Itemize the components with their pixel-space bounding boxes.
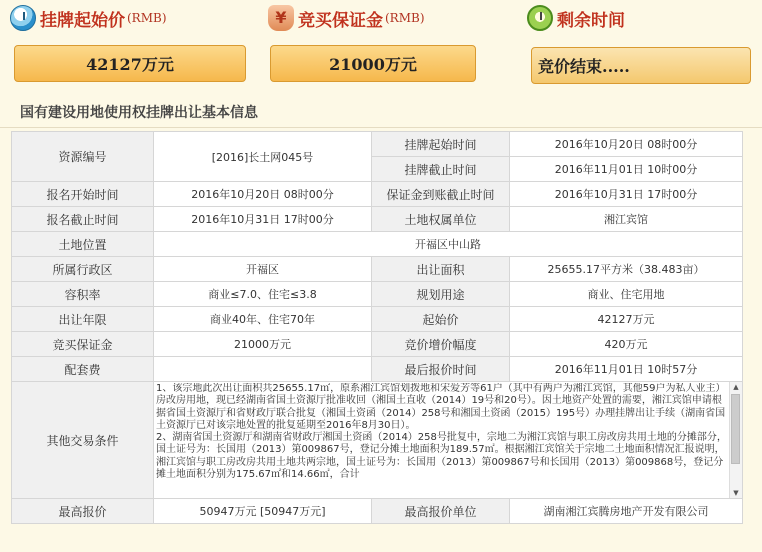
deposit-deadline-label: 保证金到账截止时间 — [372, 182, 510, 207]
scroll-thumb[interactable] — [731, 394, 740, 464]
summary-bar — [0, 0, 762, 95]
table-row — [12, 307, 743, 332]
far-value: 商业≤7.0、住宅≤3.8 — [154, 282, 372, 307]
section-title: 国有建设用地使用权挂牌出让基本信息 — [0, 98, 762, 128]
listing-end-label: 挂牌截止时间 — [372, 157, 510, 182]
table-row — [12, 207, 743, 232]
other-conditions-label: 其他交易条件 — [12, 382, 154, 499]
highest-bidder-value: 湖南湘江宾腾房地产开发有限公司 — [510, 499, 743, 524]
start-price-header — [10, 4, 167, 32]
table-row — [12, 382, 743, 499]
start-price-row-label: 起始价 — [372, 307, 510, 332]
listing-end-value: 2016年11月01日 10时00分 — [510, 157, 743, 182]
increment-value: 420万元 — [510, 332, 743, 357]
highest-bidder-label: 最高报价单位 — [372, 499, 510, 524]
table-row — [12, 182, 743, 207]
money-bag-icon — [268, 5, 294, 31]
use-label: 规划用途 — [372, 282, 510, 307]
owner-label: 土地权属单位 — [372, 207, 510, 232]
start-price-panel — [10, 0, 246, 95]
highest-bid-value: 50947万元 [50947万元] — [154, 499, 372, 524]
deposit-value: 21000万元 — [270, 45, 476, 82]
last-bid-time-value: 2016年11月01日 10时57分 — [510, 357, 743, 382]
term-label: 出让年限 — [12, 307, 154, 332]
bid-deposit-value: 21000万元 — [154, 332, 372, 357]
table-row — [12, 357, 743, 382]
location-label: 土地位置 — [12, 232, 154, 257]
listing-start-label: 挂牌起始时间 — [372, 132, 510, 157]
listing-start-value: 2016年10月20日 08时00分 — [510, 132, 743, 157]
deposit-label: 竞买保证金 — [298, 10, 383, 31]
table-row — [12, 499, 743, 524]
area-label: 出让面积 — [372, 257, 510, 282]
table-row — [12, 332, 743, 357]
apply-end-label: 报名截止时间 — [12, 207, 154, 232]
alarm-clock-icon — [527, 5, 553, 31]
start-price-row-value: 42127万元 — [510, 307, 743, 332]
table-row — [12, 232, 743, 257]
use-value: 商业、住宅用地 — [510, 282, 743, 307]
deposit-header — [268, 4, 425, 32]
fee-label: 配套费 — [12, 357, 154, 382]
start-price-label: 挂牌起始价 — [40, 10, 125, 31]
remaining-time-label: 剩余时间 — [557, 10, 625, 31]
location-value: 开福区中山路 — [154, 232, 743, 257]
apply-end-value: 2016年10月31日 17时00分 — [154, 207, 372, 232]
highest-bid-label: 最高报价 — [12, 499, 154, 524]
info-table — [11, 131, 743, 524]
deposit-panel — [268, 0, 478, 95]
scroll-up-arrow-icon[interactable]: ▲ — [733, 383, 739, 391]
bid-deposit-label: 竞买保证金 — [12, 332, 154, 357]
table-row — [12, 257, 743, 282]
start-price-unit: (RMB) — [127, 11, 167, 25]
owner-value: 湘江宾馆 — [510, 207, 743, 232]
remaining-time-value: 竞价结束..... — [531, 47, 751, 84]
table-row — [12, 132, 743, 157]
district-value: 开福区 — [154, 257, 372, 282]
resource-no-value: [2016]长土网045号 — [154, 132, 372, 182]
notes-scrollbar[interactable] — [729, 382, 742, 499]
far-label: 容积率 — [12, 282, 154, 307]
term-value: 商业40年、住宅70年 — [154, 307, 372, 332]
area-value: 25655.17平方米（38.483亩） — [510, 257, 743, 282]
table-row — [12, 282, 743, 307]
apply-start-label: 报名开始时间 — [12, 182, 154, 207]
remaining-time-header — [527, 4, 625, 32]
remaining-time-panel — [527, 0, 751, 95]
clock-icon — [10, 5, 36, 31]
other-conditions-cell — [154, 382, 743, 499]
deposit-unit: (RMB) — [385, 11, 425, 25]
increment-label: 竞价增价幅度 — [372, 332, 510, 357]
resource-no-label: 资源编号 — [12, 132, 154, 182]
last-bid-time-label: 最后报价时间 — [372, 357, 510, 382]
fee-value — [154, 357, 372, 382]
other-conditions-text: 1、该宗地此次出让面积共25655.17㎡，原系湘江宾馆划拨地和宋爱芳等61户（其中有两户为湘江宾馆，其他59户为私人业主）房改房用地，现已经湖南省国土资源厅批准收回（湘国土直收（2014）19号和20号）。因土地资产处置的需要，湘江宾馆申请根据省国土资源厅和省财政厅联合批复（湘国土资函（2014）258号和湘国土资函（2015）195号）办理挂牌出让手续（湖南省国土资源厅已对该宗地处置的批复延期至2016年8月30日）。 2、湖南省国土资源厅和湖南省财政厅湘国土资函（2014）258号批复中，宗地二为湘江宾馆与职工房改房共用土地的分摊部分，国土证号为：长国用（2013）第009867号，登记分摊土地面积为189.57㎡。根据湘江宾馆关于宗地二土地面积情况汇报说明，湘江宾馆与职工房改房共用土地共两宗地，国土证号为：长国用（2013）第009867号和长国用（2013）第009868号，登记分摊土地面积分别为175.67㎡和14.66㎡，合计 — [156, 383, 727, 481]
district-label: 所属行政区 — [12, 257, 154, 282]
apply-start-value: 2016年10月20日 08时00分 — [154, 182, 372, 207]
deposit-deadline-value: 2016年10月31日 17时00分 — [510, 182, 743, 207]
start-price-value: 42127万元 — [14, 45, 246, 82]
scroll-down-arrow-icon[interactable]: ▼ — [733, 489, 739, 497]
